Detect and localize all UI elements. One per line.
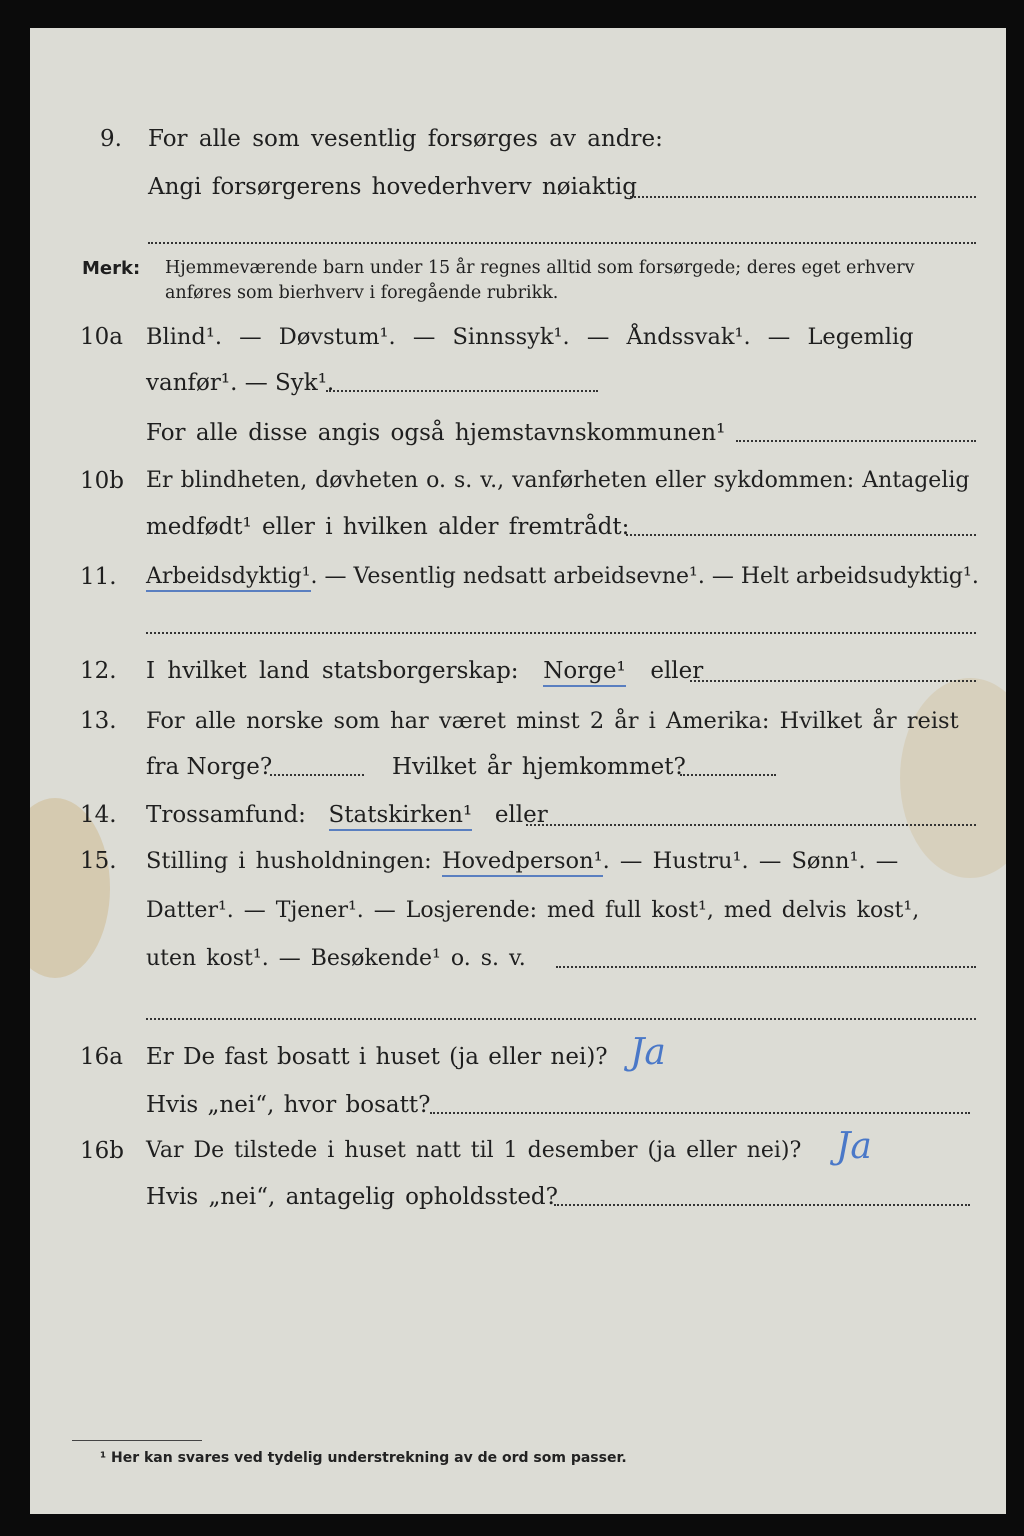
q10b-text: Er blindheten, døvheten o. s. v., vanførheten eller sykdommen: Antagelig <box>146 468 970 493</box>
merk-label: Merk: <box>82 258 141 279</box>
q16b-text-2: Hvis „nei“, antagelig opholdssted? <box>146 1184 558 1210</box>
q13-number: 13. <box>80 708 117 734</box>
q15-text-3: uten kost¹. — Besøkende¹ o. s. v. <box>146 946 526 971</box>
q9-answer-field-2[interactable] <box>148 242 976 244</box>
q9-text-2: Angi forsørgerens hovederhverv nøiaktig <box>148 174 637 200</box>
q13-text: For alle norske som har været minst 2 år i Amerika: Hvilket år reist <box>146 708 959 734</box>
merk-text: Hjemmeværende barn under 15 år regnes alltid som forsørgede; deres eget erhverv <box>165 258 915 278</box>
q10a-text-2: vanfør¹. — Syk¹. <box>146 370 335 396</box>
q15-option-hovedperson[interactable]: Hovedperson¹ <box>442 848 603 877</box>
q16b-text: Var De tilstede i huset natt til 1 desember (ja eller nei)? <box>146 1138 802 1163</box>
census-form-page <box>30 28 1006 1514</box>
q15-answer-field[interactable] <box>556 966 976 968</box>
q11-option-arbeidsdyktig[interactable]: Arbeidsdyktig¹ <box>146 564 311 592</box>
q16a-residence-field[interactable] <box>430 1112 970 1114</box>
q10a-home-field[interactable] <box>736 440 976 442</box>
q11-answer-field[interactable] <box>146 632 976 634</box>
q12-number: 12. <box>80 658 117 684</box>
merk-text-2: anføres som bierhverv i foregående rubrikk. <box>165 283 559 303</box>
q10b-number: 10b <box>80 468 124 494</box>
footnote-divider <box>72 1440 202 1441</box>
q11-text <box>146 564 979 589</box>
q10a-text-3: For alle disse angis også hjemstavnskommunen¹ <box>146 420 726 446</box>
q15-answer-field-2[interactable] <box>146 1018 976 1020</box>
q15-rest: . — Hustru¹. — Sønn¹. — <box>602 848 899 874</box>
q11-rest: . — Vesentlig nedsatt arbeidsevne¹. — Helt arbeidsudyktig¹. <box>310 564 979 589</box>
q11-number: 11. <box>80 564 117 590</box>
q16b-whereabouts-field[interactable] <box>554 1204 970 1206</box>
q14-pre: Trossamfund: <box>146 802 306 828</box>
q9-number: 9. <box>100 126 122 152</box>
q13-text-2a: fra Norge? <box>146 754 273 780</box>
q13-returned-field[interactable] <box>680 774 776 776</box>
q12-pre: I hvilket land statsborgerskap: <box>146 658 519 684</box>
q14-text <box>146 802 548 828</box>
q14-post: eller <box>494 802 548 828</box>
q12-text <box>146 658 703 684</box>
q14-number: 14. <box>80 802 117 828</box>
q10a-sick-field[interactable] <box>326 390 598 392</box>
q16b-handwritten-answer: Ja <box>836 1126 872 1167</box>
q15-pre: Stilling i husholdningen: <box>146 848 432 874</box>
q10a-text: Blind¹. — Døvstum¹. — Sinnssyk¹. — Åndssvak¹. — Legemlig <box>146 324 914 350</box>
q10a-number: 10a <box>80 324 123 350</box>
q12-post: eller <box>650 658 704 684</box>
q10b-text-2: medfødt¹ eller i hvilken alder fremtrådt: <box>146 514 630 540</box>
q13-departed-field[interactable] <box>270 774 364 776</box>
q13-text-2b: Hvilket år hjemkommet? <box>392 754 686 780</box>
q10b-answer-field[interactable] <box>626 534 976 536</box>
q15-text <box>146 848 898 874</box>
q16b-number: 16b <box>80 1138 124 1164</box>
q16a-text-2: Hvis „nei“, hvor bosatt? <box>146 1092 431 1118</box>
q16a-handwritten-answer: Ja <box>630 1032 666 1073</box>
q14-option-statskirken[interactable]: Statskirken¹ <box>329 802 473 831</box>
q14-answer-field[interactable] <box>526 824 976 826</box>
q12-answer-field[interactable] <box>690 680 976 682</box>
q12-option-norge[interactable]: Norge¹ <box>543 658 626 687</box>
q9-text: For alle som vesentlig forsørges av andre: <box>148 126 663 152</box>
q15-number: 15. <box>80 848 117 874</box>
q16a-number: 16a <box>80 1044 123 1070</box>
q16a-text: Er De fast bosatt i huset (ja eller nei)? <box>146 1044 608 1070</box>
q15-text-2: Datter¹. — Tjener¹. — Losjerende: med full kost¹, med delvis kost¹, <box>146 898 920 923</box>
q9-answer-field[interactable] <box>630 196 976 198</box>
footnote-text: ¹ Her kan svares ved tydelig understrekning av de ord som passer. <box>100 1450 627 1466</box>
